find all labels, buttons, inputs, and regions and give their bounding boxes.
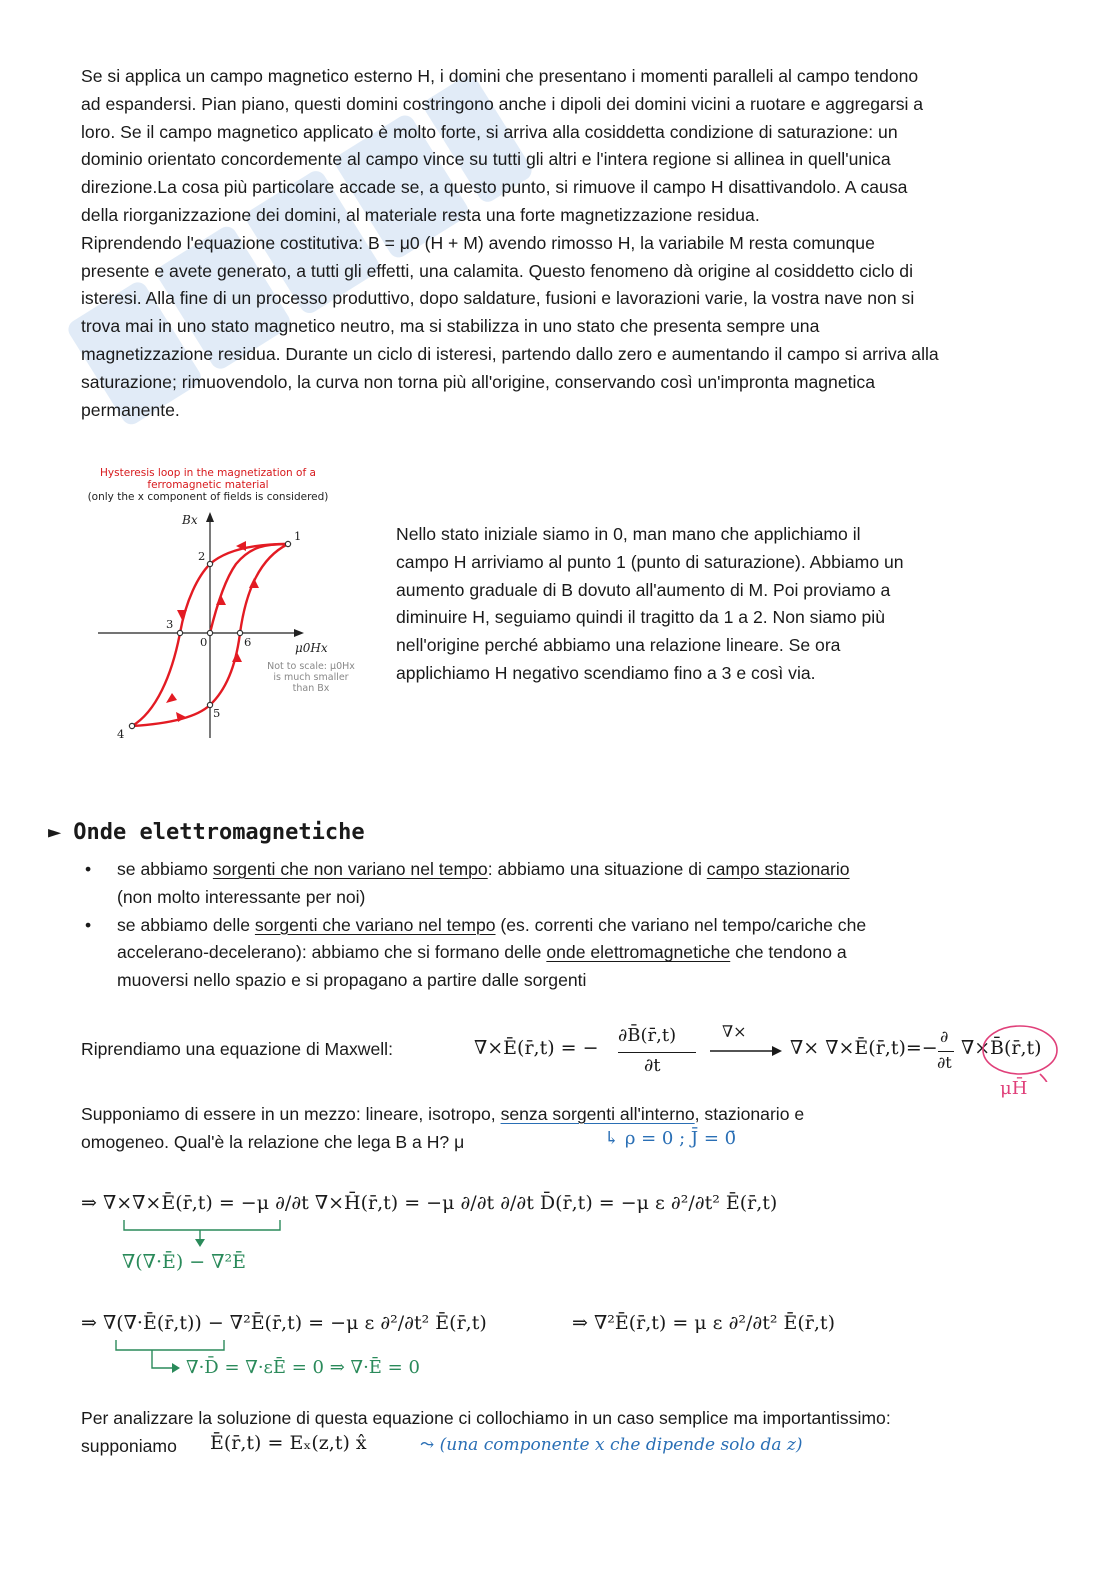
arrow-icon: [216, 595, 226, 605]
caption-line: aumento graduale di B dovuto all'aumento di M. Poi proviamo a: [396, 579, 891, 600]
closing-line: Per analizzare la soluzione di questa equazione ci collochiamo in un caso semplice ma importantissimo:: [81, 1408, 891, 1428]
intro-line: della riorganizzazione dei domini, al materiale resta una forte magnetizzazione residua.: [81, 204, 760, 225]
point-2: [207, 561, 212, 566]
underlined-term: sorgenti che non variano nel tempo: [212, 859, 488, 879]
intro-line: presente e avete generato, a tutti gli effetti, una calamita. Questo fenomeno dà origine al cosiddetto ciclo di: [81, 260, 913, 281]
intro-line: magnetizzazione residua. Durante un ciclo di isteresi, partendo dallo zero e aumentando il campo si arriva alla: [81, 343, 939, 364]
point-label-3: 3: [166, 617, 174, 631]
rhs-fraction-denominator: ∂t: [937, 1053, 952, 1072]
maxwell-rhs: ∇× ∇×Ē(r̄,t)=−: [790, 1037, 938, 1059]
fraction-bar: [618, 1052, 696, 1053]
medium-line: omogeneo. Qual'è la relazione che lega B a H? μ: [81, 1131, 465, 1152]
point-3: [177, 630, 182, 635]
figure-caption: [396, 521, 904, 688]
figure-subtitle: (only the x component of fields is considered): [87, 491, 329, 503]
point-label-2: 2: [198, 549, 206, 563]
rhs-curl: ∇×: [961, 1037, 991, 1059]
bullet-dot-icon: •: [85, 914, 92, 935]
intro-line: dominio orientato concordemente al campo vince su tutti gli altri e l'intera regione si allinea in quell'unica: [81, 149, 891, 170]
bullet-dot-icon: •: [85, 859, 92, 879]
intro-line: Se si applica un campo magnetico esterno H, i domini che presentano i momenti paralleli al campo tendono: [81, 66, 919, 86]
point-label-1: 1: [294, 529, 302, 543]
bullet-line: (non molto interessante per noi): [117, 886, 366, 907]
point-label-0: 0: [200, 635, 208, 649]
intro-line: ad espandersi. Pian piano, questi domini costringono anche i dipoli dei domini vicini a ruotare e aggregarsi a: [81, 93, 924, 114]
arrow-icon: [177, 610, 187, 620]
wave-equation: ⇒ ∇²Ē(r̄,t) = μ ε ∂²/∂t² Ē(r̄,t): [572, 1312, 835, 1334]
maxwell-fraction-denominator: ∂t: [644, 1055, 661, 1076]
maxwell-fraction-numerator: ∂B̄(r̄,t): [618, 1025, 677, 1046]
highlight-circle: [980, 1022, 1064, 1082]
divergence-condition: ∇·D̄ = ∇·εĒ = 0 ⇒ ∇·Ē = 0: [186, 1357, 420, 1378]
underlined-term: onde elettromagnetiche: [546, 942, 731, 963]
list-item: [81, 912, 866, 995]
hysteresis-figure: [86, 460, 376, 750]
caption-line: nell'origine perché abbiamo una relazione lineare. Se ora: [396, 635, 841, 656]
x-axis-arrow-icon: [294, 629, 304, 637]
vector-identity: ∇(∇·Ē) − ∇²Ē: [122, 1251, 247, 1273]
mu-h-note: μH̄: [1000, 1078, 1028, 1099]
figure-title-line2: ferromagnetic material: [147, 479, 269, 491]
intro-line: isteresi. Alla fine di un processo produttivo, dopo saldature, fusioni e lavorazioni varie, la vostra nave non si: [81, 288, 915, 309]
arrow-icon: [249, 578, 259, 588]
caption-line: applichiamo H negativo scendiamo fino a 3 e così via.: [396, 662, 816, 683]
intro-line: direzione.La cosa più particolare accade se, a questo punto, si rimuove il campo H disattivandolo. A causa: [81, 177, 908, 198]
section-title: Onde elettromagnetiche: [73, 820, 365, 845]
caption-line: diminuire H, seguiamo quindi il tragitto da 1 a 2. Non siamo più: [396, 607, 885, 628]
maxwell-label: Riprendiamo una equazione di Maxwell:: [81, 1039, 393, 1059]
point-label-6: 6: [244, 635, 252, 649]
point-1: [285, 541, 290, 546]
sources-note: ↳ ρ = 0 ; J̄ = 0̄: [604, 1128, 737, 1149]
field-assumption: Ē(r̄,t) = Eₓ(z,t) x̂: [210, 1432, 367, 1454]
intro-line: loro. Se il campo magnetico applicato è molto forte, si arriva alla cosiddetta condizione di saturazione: un: [81, 121, 898, 142]
section-heading: [48, 820, 365, 845]
intro-line: trova mai in uno stato magnetico neutro, ma si stabilizza in uno stato che presenta sempre una: [81, 316, 820, 337]
figure-title-line1: Hysteresis loop in the magnetization of a: [100, 467, 316, 479]
list-item: [81, 856, 866, 912]
curl-operator-label: ∇×: [722, 1022, 747, 1041]
point-4: [129, 723, 134, 728]
triangle-bullet-icon: ►: [48, 820, 62, 845]
point-6: [237, 630, 242, 635]
circled-b-field: B̄(r̄,t): [990, 1037, 1042, 1059]
bullet-line: se abbiamo delle sorgenti che variano nel tempo (es. correnti che variano nel tempo/cariche che: [117, 914, 867, 935]
y-axis-arrow-icon: [206, 512, 214, 522]
maxwell-lhs: ∇×Ē(r̄,t) = −: [474, 1037, 599, 1059]
bullet-line: muoversi nello spazio e si propagano a partire dalle sorgenti: [117, 970, 587, 991]
caption-line: Nello stato iniziale siamo in 0, man mano che applichiamo il: [396, 524, 861, 544]
point-label-5: 5: [213, 706, 221, 720]
figure-note-line1: Not to scale: μ0Hx: [267, 661, 355, 672]
closing-line: supponiamo: [81, 1435, 177, 1456]
bullet-line: accelerano-decelerano): abbiamo che si formano delle onde elettromagnetiche che tendono a: [117, 942, 847, 963]
y-axis-label: Bx: [182, 513, 198, 527]
arrow-icon: [166, 693, 177, 703]
figure-note-line3: than Bx: [292, 683, 330, 694]
medium-line: Supponiamo di essere in un mezzo: lineare, isotropo, senza sorgenti all'interno, stazionario e: [81, 1104, 805, 1124]
intro-paragraph: [81, 63, 939, 424]
x-axis-label: μ0Hx: [295, 641, 328, 655]
underlined-term: senza sorgenti all'interno: [500, 1104, 695, 1124]
underlined-term: sorgenti che variano nel tempo: [254, 914, 496, 935]
arrow-hook-icon: ↳: [604, 1128, 625, 1149]
underlined-term: campo stazionario: [706, 859, 850, 879]
point-5: [207, 702, 212, 707]
caption-line: campo H arriviamo al punto 1 (punto di saturazione). Abbiamo un: [396, 551, 904, 572]
derivation-equation-1: ⇒ ∇×∇×Ē(r̄,t) = −μ ∂/∂t ∇×H̄(r̄,t) = −μ ∂/∂t ∂/∂t D̄(r̄,t) = −μ ε ∂²/∂t² Ē(r̄,t): [81, 1192, 778, 1214]
right-arrow-icon: [708, 1044, 784, 1058]
figure-note-line2: is much smaller: [273, 672, 349, 683]
intro-line: Riprendendo l'equazione costitutiva: B = μ0 (H + M) avendo rimosso H, la variabile M resta comunque: [81, 232, 875, 253]
point-label-4: 4: [117, 727, 125, 741]
bullet-list: [81, 856, 866, 995]
point-0: [207, 630, 212, 635]
rhs-fraction-numerator: ∂: [940, 1027, 949, 1046]
arrow-icon: [232, 652, 242, 662]
intro-line: permanente.: [81, 399, 180, 420]
bullet-line: se abbiamo sorgenti che non variano nel tempo: abbiamo una situazione di campo stazionario: [117, 859, 850, 879]
intro-line: saturazione; rimuovendolo, la curva non torna più all'origine, conservando così un'impronta magnetica: [81, 371, 876, 392]
underbrace-green: [120, 1218, 290, 1248]
derivation-equation-2: ⇒ ∇(∇·Ē(r̄,t)) − ∇²Ē(r̄,t) = −μ ε ∂²/∂t² Ē(r̄,t): [81, 1312, 487, 1334]
assumption-note: ⤳ (una componente x che dipende solo da z): [420, 1435, 803, 1455]
